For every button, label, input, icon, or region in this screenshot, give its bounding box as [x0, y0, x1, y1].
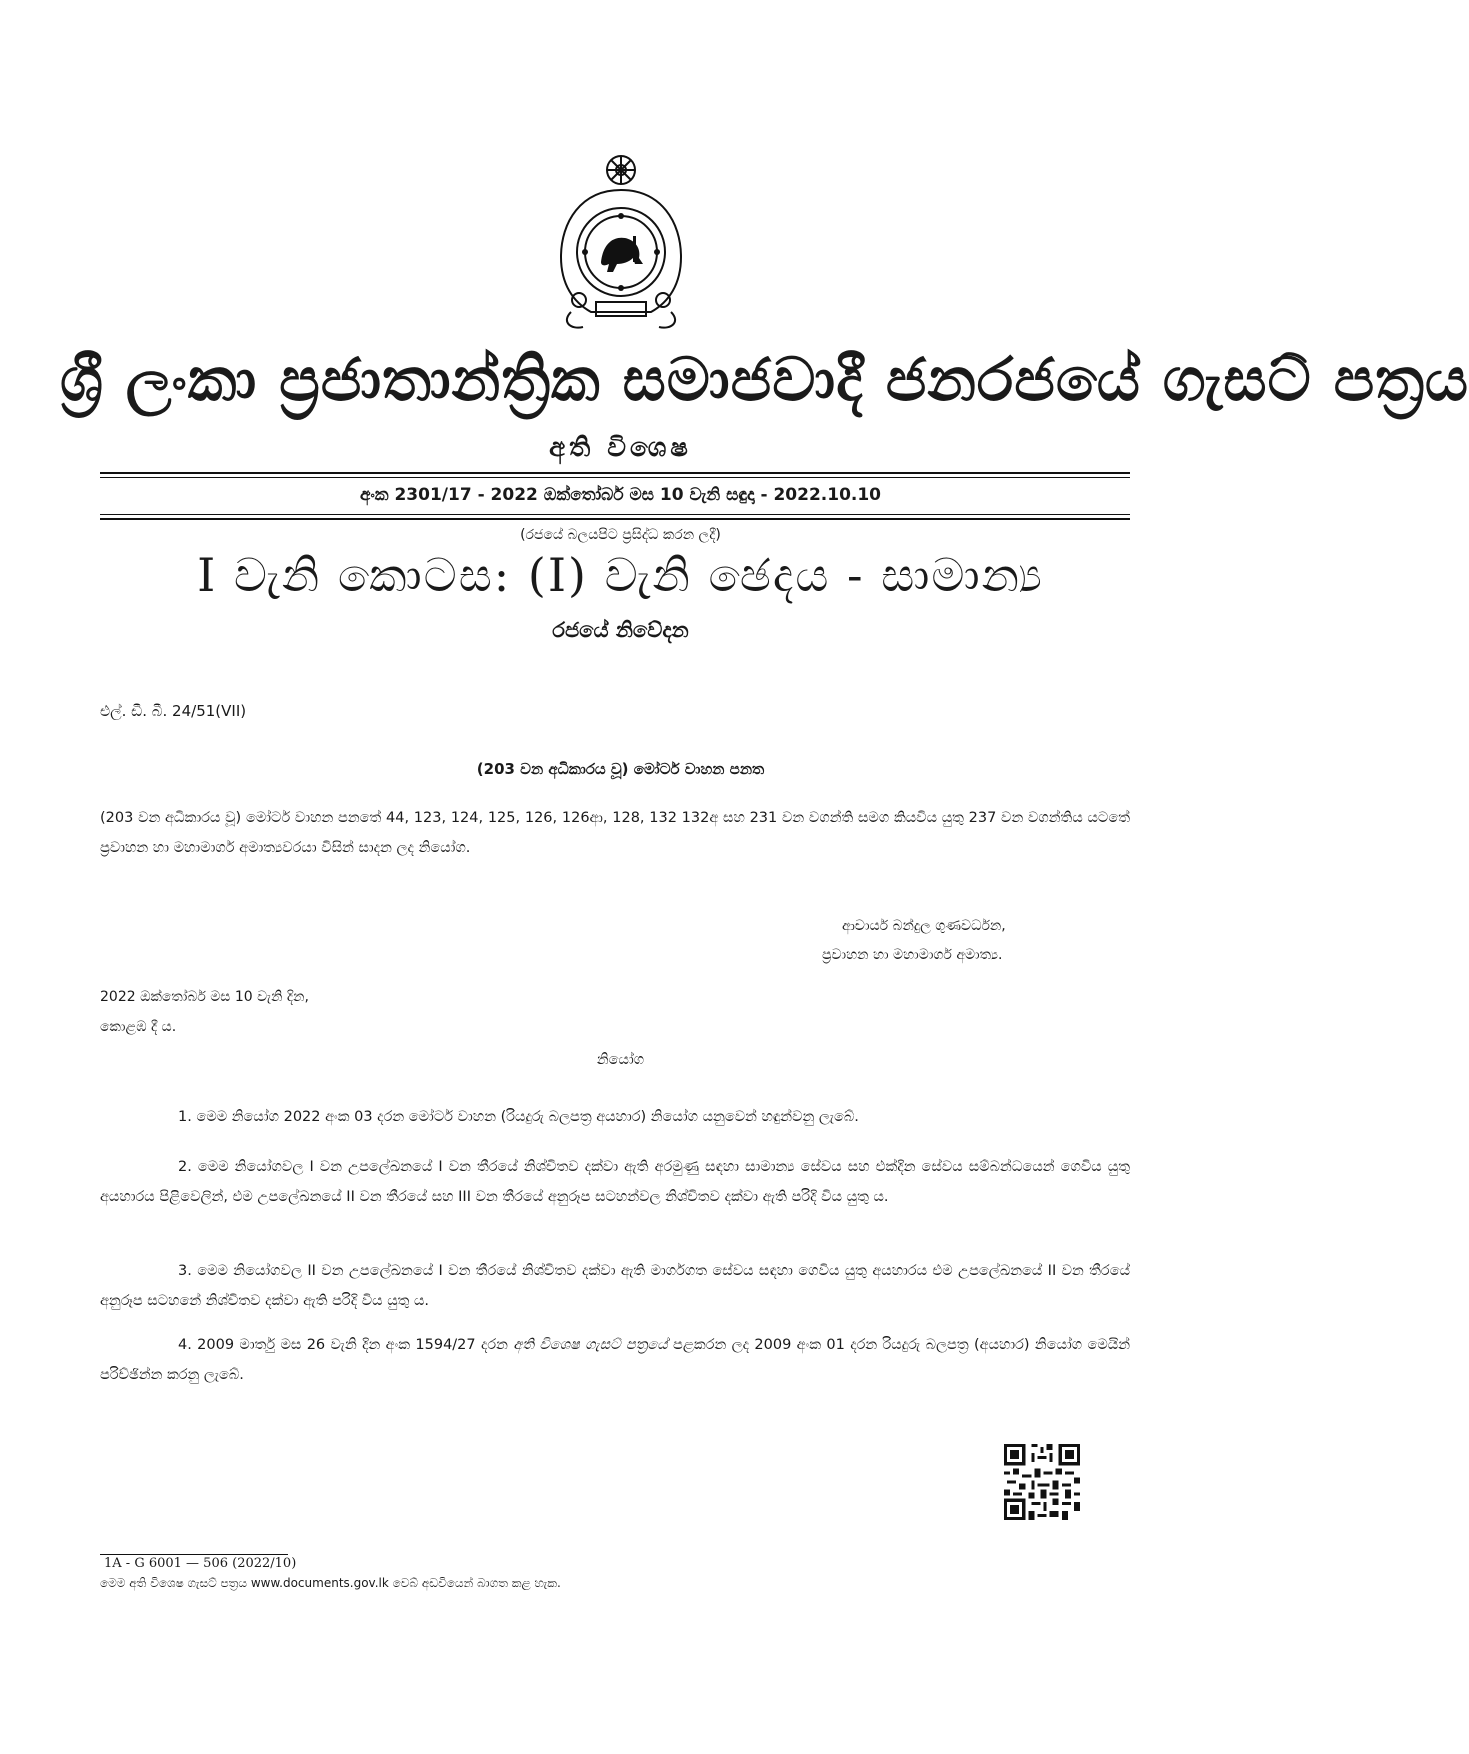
signature-block	[822, 912, 1006, 970]
date-place-block	[100, 982, 309, 1042]
part-title: I වැනි කොටස: (I) වැනි ඡෙදය - සාමාන්‍ය	[197, 548, 1044, 602]
regulation-3: 3. මෙම නියෝගවල II වන උපලේඛනයේ I වන තීරයේ නිශ්චිතව දක්වා ඇති මාර්ගගත සේවය සඳහා ගෙවිය යුතු අයහාරය එම උපලේඛනයේ II වන තීරයේ අනුරූප සටහනේ නිශ්චිතව දක්වා ඇති පරිදි විය යුතු ය.	[100, 1263, 1130, 1309]
regulations-heading: නියෝග	[596, 1052, 645, 1068]
regulation-1: 1. මෙම නියෝග 2022 අංක 03 දරන මෝටර් වාහන (රියදුරු බලපත්‍ර අයහාර) නියෝග යනුවෙන් හඳුන්වනු ලැබේ.	[178, 1109, 859, 1125]
preamble: (203 වන අධිකාරය වූ) මෝටර් වාහන පනතේ 44, 123, 124, 125, 126, 126ආ, 128, 132 132අ සහ 231 වන වගන්ති සමග කියවිය යුතු 237 වන වගන්තිය යටතේ ප්‍රවාහන හා මහාමාර්ග අමාත්‍යවරයා විසින් සාදන ලද නියෝග.	[100, 810, 1130, 856]
print-code: 1A - G 6001 — 506 (2022/10)	[104, 1556, 297, 1571]
extraordinary-label: අති විශෙෂ	[549, 433, 692, 463]
ordinance-title: (203 වන අධිකාරය වූ) මෝටර් වාහන පනත	[476, 760, 765, 778]
reference-number: එල්. ඩී. බී. 24/51(VII)	[100, 702, 247, 720]
regulation-4-italic: අති විශෙෂ ගැසට් පත්‍රයේ	[513, 1337, 668, 1353]
place-line: කොළඹ දී ය.	[100, 1019, 177, 1035]
divider	[100, 477, 1130, 478]
regulation-4	[100, 1330, 1130, 1390]
footer-note: මෙම අති විශෙෂ ගැසට් පත්‍රය www.documents.gov.lk වෙබ් අඩවියෙන් බාගත කළ හැක.	[100, 1576, 561, 1590]
signatory-name: ආචාර්ය බන්දුල ගුණවර්ධන,	[842, 918, 1006, 934]
notice-type: රජයේ නිවේදන	[552, 618, 689, 642]
state-emblem-icon	[551, 152, 691, 332]
issue-line: අංක 2301/17 - 2022 ඔක්තෝබර් මස 10 වැනි සඳුදා - 2022.10.10	[359, 485, 882, 505]
regulation-4-text-end: පළකරන ලද 2009 අංක 01 දරන රියදුරු බලපත්‍ර (අයහාර) නියෝග මෙයින් පරිච්ඡින්න කරනු ලැබේ.	[100, 1337, 1130, 1383]
divider	[100, 472, 1130, 474]
divider	[100, 514, 1130, 515]
divider	[100, 518, 1130, 520]
date-line: 2022 ඔක්තෝබර් මස 10 වැනි දින,	[100, 989, 309, 1005]
authority-line: (රජයේ බලයපිට ප්‍රසිද්ධ කරන ලදී)	[520, 527, 721, 543]
signatory-title: ප්‍රවාහන හා මහාමාර්ග අමාත්‍ය.	[822, 947, 1003, 963]
qr-code-icon	[1004, 1444, 1080, 1520]
regulation-4-text: 4. 2009 මාර්තු මස 26 වැනි දින අංක 1594/27 දරන	[178, 1337, 514, 1353]
footer-divider	[100, 1554, 288, 1555]
gazette-title: ශ්‍රී ලංකා ප්‍රජාතාන්ත්‍රික සමාජවාදී ජනරජයේ ගැසට් පත්‍රය	[60, 345, 1469, 415]
regulation-2: 2. මෙම නියෝගවල I වන උපලේඛනයේ I වන තීරයේ නිශ්චිතව දක්වා ඇති අරමුණු සඳහා සාමාන්‍ය සේවය සහ එක්දින සේවය සම්බන්ධයෙන් ගෙවිය යුතු අයහාරය පිළිවෙලින්, එම උපලේඛනයේ II වන තීරයේ සහ III වන තීරයේ අනුරූප සටහන්වල නිශ්චිතව දක්වා ඇති පරිදි විය යුතු ය.	[100, 1159, 1130, 1205]
